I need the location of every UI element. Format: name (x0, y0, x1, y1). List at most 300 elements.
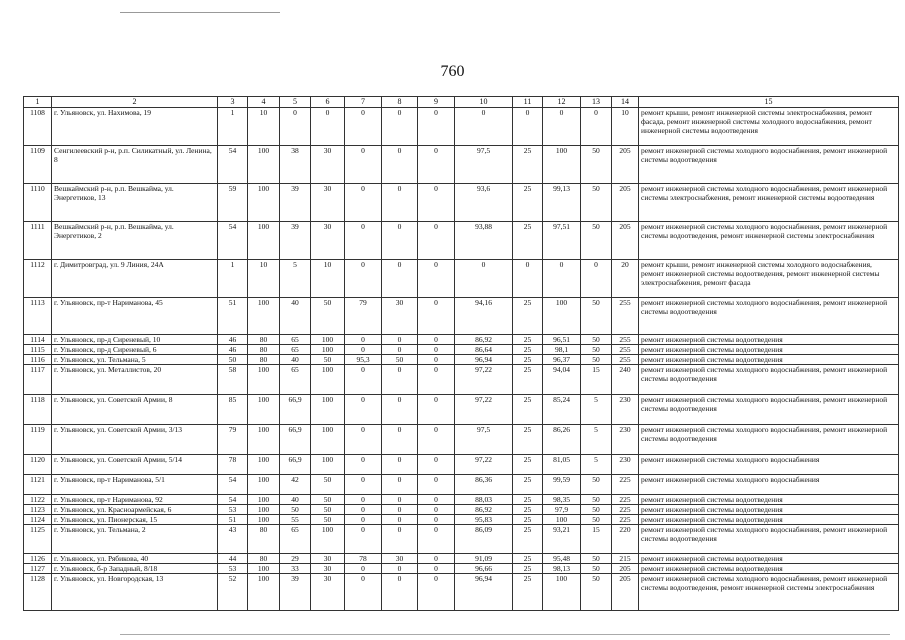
row-number: 1126 (24, 553, 52, 563)
col7-cell: 0 (345, 259, 382, 297)
row-number: 1118 (24, 394, 52, 424)
row-number: 1120 (24, 454, 52, 474)
col5-cell: 66,9 (280, 424, 311, 454)
col8-cell: 0 (382, 504, 418, 514)
table-row (24, 553, 899, 563)
col8-cell: 0 (382, 474, 418, 494)
col5-cell: 39 (280, 573, 311, 610)
work-types-cell: ремонт инженерной системы холодного водоснабжения, ремонт инженерной системы водоотведения (639, 524, 899, 553)
col4-cell: 80 (248, 524, 280, 553)
col9-cell: 0 (418, 259, 455, 297)
col12-cell: 97,9 (543, 504, 581, 514)
column-header-3: 3 (218, 97, 248, 108)
work-types-cell: ремонт инженерной системы водоотведения (639, 344, 899, 354)
col10-cell: 93,88 (455, 221, 513, 259)
row-number: 1127 (24, 563, 52, 573)
col5-cell: 42 (280, 474, 311, 494)
col5-cell: 50 (280, 504, 311, 514)
col6-cell: 30 (311, 573, 345, 610)
col10-cell: 96,94 (455, 354, 513, 364)
col4-cell: 100 (248, 424, 280, 454)
work-types-cell: ремонт инженерной системы холодного водоснабжения, ремонт инженерной системы водоотведения (639, 297, 899, 334)
col13-cell: 50 (581, 183, 612, 221)
row-number: 1108 (24, 107, 52, 145)
col10-cell: 0 (455, 107, 513, 145)
col3-cell: 59 (218, 183, 248, 221)
col4-cell: 100 (248, 145, 280, 183)
col6-cell: 100 (311, 424, 345, 454)
table-header-row (24, 97, 899, 108)
col7-cell: 0 (345, 344, 382, 354)
total-score-cell: 255 (612, 297, 639, 334)
table-row (24, 354, 899, 364)
col12-cell: 96,51 (543, 334, 581, 344)
col3-cell: 1 (218, 107, 248, 145)
col12-cell: 81,05 (543, 454, 581, 474)
address-cell: г. Ульяновск, пр-т Нариманова, 45 (52, 297, 218, 334)
address-cell: г. Ульяновск, ул. Пионерская, 15 (52, 514, 218, 524)
column-header-12: 12 (543, 97, 581, 108)
col9-cell: 0 (418, 514, 455, 524)
column-header-15: 15 (639, 97, 899, 108)
table-row (24, 145, 899, 183)
col12-cell: 85,24 (543, 394, 581, 424)
col7-cell: 0 (345, 524, 382, 553)
col9-cell: 0 (418, 394, 455, 424)
work-types-cell: ремонт инженерной системы холодного водоснабжения, ремонт инженерной системы водоотведения, ремонт инженерной системы электроснабжения (639, 221, 899, 259)
col8-cell: 30 (382, 297, 418, 334)
work-types-cell: ремонт инженерной системы холодного водоснабжения, ремонт инженерной системы водоотведения (639, 364, 899, 394)
col5-cell: 39 (280, 183, 311, 221)
col5-cell: 55 (280, 514, 311, 524)
col4-cell: 100 (248, 474, 280, 494)
total-score-cell: 225 (612, 474, 639, 494)
row-number: 1124 (24, 514, 52, 524)
column-header-11: 11 (513, 97, 543, 108)
column-header-13: 13 (581, 97, 612, 108)
column-header-5: 5 (280, 97, 311, 108)
column-header-10: 10 (455, 97, 513, 108)
work-types-cell: ремонт инженерной системы холодного водоснабжения, ремонт инженерной системы электроснабжения, ремонт инженерной системы водоотведения (639, 183, 899, 221)
col10-cell: 96,94 (455, 573, 513, 610)
col8-cell: 0 (382, 514, 418, 524)
col11-cell: 25 (513, 344, 543, 354)
work-types-cell: ремонт инженерной системы водоотведения (639, 354, 899, 364)
col13-cell: 50 (581, 563, 612, 573)
table-row (24, 454, 899, 474)
table-row (24, 514, 899, 524)
col5-cell: 40 (280, 297, 311, 334)
col4-cell: 100 (248, 364, 280, 394)
col4-cell: 100 (248, 221, 280, 259)
col6-cell: 50 (311, 504, 345, 514)
col8-cell: 0 (382, 394, 418, 424)
col6-cell: 50 (311, 297, 345, 334)
row-number: 1111 (24, 221, 52, 259)
col12-cell: 98,1 (543, 344, 581, 354)
col3-cell: 46 (218, 334, 248, 344)
col8-cell: 0 (382, 221, 418, 259)
col3-cell: 50 (218, 354, 248, 364)
work-types-cell: ремонт инженерной системы водоотведения (639, 494, 899, 504)
col4-cell: 80 (248, 344, 280, 354)
col13-cell: 0 (581, 107, 612, 145)
total-score-cell: 205 (612, 221, 639, 259)
col12-cell: 96,37 (543, 354, 581, 364)
col9-cell: 0 (418, 494, 455, 504)
column-header-1: 1 (24, 97, 52, 108)
col6-cell: 50 (311, 354, 345, 364)
column-header-14: 14 (612, 97, 639, 108)
col13-cell: 50 (581, 573, 612, 610)
col3-cell: 1 (218, 259, 248, 297)
col12-cell: 98,13 (543, 563, 581, 573)
col11-cell: 25 (513, 221, 543, 259)
row-number: 1114 (24, 334, 52, 344)
address-cell: г. Ульяновск, ул. Советской Армии, 8 (52, 394, 218, 424)
col13-cell: 50 (581, 344, 612, 354)
col8-cell: 0 (382, 563, 418, 573)
col5-cell: 33 (280, 563, 311, 573)
col13-cell: 50 (581, 514, 612, 524)
work-types-cell: ремонт инженерной системы водоотведения (639, 504, 899, 514)
table-row (24, 394, 899, 424)
row-number: 1113 (24, 297, 52, 334)
address-cell: г. Ульяновск, ул. Новгородская, 13 (52, 573, 218, 610)
col9-cell: 0 (418, 573, 455, 610)
table-row (24, 297, 899, 334)
col13-cell: 50 (581, 504, 612, 514)
address-cell: Вешкаймский р-н, р.п. Вешкайма, ул. Энергетиков, 2 (52, 221, 218, 259)
col7-cell: 0 (345, 145, 382, 183)
col13-cell: 15 (581, 524, 612, 553)
col11-cell: 25 (513, 145, 543, 183)
col13-cell: 5 (581, 424, 612, 454)
col9-cell: 0 (418, 344, 455, 354)
column-header-9: 9 (418, 97, 455, 108)
work-types-cell: ремонт инженерной системы холодного водоснабжения, ремонт инженерной системы водоотведения (639, 394, 899, 424)
row-number: 1123 (24, 504, 52, 514)
col6-cell: 30 (311, 553, 345, 563)
work-types-cell: ремонт инженерной системы холодного водоснабжения (639, 454, 899, 474)
col7-cell: 0 (345, 183, 382, 221)
table-row (24, 259, 899, 297)
address-cell: г. Ульяновск, пр-д Сиреневый, 6 (52, 344, 218, 354)
table-row (24, 573, 899, 610)
col3-cell: 54 (218, 474, 248, 494)
col13-cell: 50 (581, 474, 612, 494)
table-row (24, 424, 899, 454)
col11-cell: 25 (513, 394, 543, 424)
address-cell: г. Ульяновск, ул. Красноармейская, 6 (52, 504, 218, 514)
total-score-cell: 230 (612, 454, 639, 474)
col10-cell: 97,22 (455, 394, 513, 424)
table-row (24, 524, 899, 553)
row-number: 1109 (24, 145, 52, 183)
col4-cell: 100 (248, 504, 280, 514)
col12-cell: 0 (543, 259, 581, 297)
total-score-cell: 225 (612, 504, 639, 514)
col8-cell: 0 (382, 344, 418, 354)
col10-cell: 86,92 (455, 334, 513, 344)
col9-cell: 0 (418, 553, 455, 563)
col11-cell: 25 (513, 573, 543, 610)
col6-cell: 30 (311, 563, 345, 573)
col10-cell: 86,64 (455, 344, 513, 354)
col11-cell: 25 (513, 474, 543, 494)
col6-cell: 100 (311, 364, 345, 394)
col12-cell: 99,59 (543, 474, 581, 494)
col10-cell: 94,16 (455, 297, 513, 334)
col3-cell: 43 (218, 524, 248, 553)
column-header-4: 4 (248, 97, 280, 108)
col4-cell: 80 (248, 553, 280, 563)
total-score-cell: 220 (612, 524, 639, 553)
col8-cell: 0 (382, 145, 418, 183)
col8-cell: 0 (382, 183, 418, 221)
col12-cell: 94,04 (543, 364, 581, 394)
table-row (24, 183, 899, 221)
row-number: 1122 (24, 494, 52, 504)
address-cell: г. Ульяновск, б-р Западный, 8/18 (52, 563, 218, 573)
address-cell: г. Ульяновск, пр-т Нариманова, 5/1 (52, 474, 218, 494)
col7-cell: 0 (345, 474, 382, 494)
col10-cell: 93,6 (455, 183, 513, 221)
bottom-rule (120, 634, 890, 635)
work-types-cell: ремонт крыши, ремонт инженерной системы холодного водоснабжения, ремонт инженерной системы водоотведения, ремонт инженерной системы электроснабжения, ремонт фасада (639, 259, 899, 297)
total-score-cell: 205 (612, 563, 639, 573)
work-types-cell: ремонт крыши, ремонт инженерной системы электроснабжения, ремонт фасада, ремонт инженерной системы холодного водоснабжения, ремонт инженерной системы водоотведения (639, 107, 899, 145)
col12-cell: 93,21 (543, 524, 581, 553)
col6-cell: 100 (311, 394, 345, 424)
address-cell: г. Ульяновск, ул. Советской Армии, 5/14 (52, 454, 218, 474)
col11-cell: 25 (513, 334, 543, 344)
col11-cell: 25 (513, 354, 543, 364)
table-row (24, 344, 899, 354)
col3-cell: 85 (218, 394, 248, 424)
col5-cell: 38 (280, 145, 311, 183)
col5-cell: 40 (280, 494, 311, 504)
total-score-cell: 205 (612, 145, 639, 183)
col10-cell: 91,09 (455, 553, 513, 563)
col3-cell: 78 (218, 454, 248, 474)
col8-cell: 0 (382, 573, 418, 610)
col5-cell: 66,9 (280, 394, 311, 424)
col5-cell: 65 (280, 364, 311, 394)
row-number: 1119 (24, 424, 52, 454)
column-header-7: 7 (345, 97, 382, 108)
col5-cell: 40 (280, 354, 311, 364)
col3-cell: 53 (218, 504, 248, 514)
col6-cell: 30 (311, 183, 345, 221)
col6-cell: 30 (311, 145, 345, 183)
col10-cell: 97,22 (455, 364, 513, 394)
row-number: 1128 (24, 573, 52, 610)
row-number: 1117 (24, 364, 52, 394)
row-number: 1110 (24, 183, 52, 221)
column-header-2: 2 (52, 97, 218, 108)
total-score-cell: 230 (612, 424, 639, 454)
col5-cell: 29 (280, 553, 311, 563)
address-cell: г. Ульяновск, ул. Тельмана, 2 (52, 524, 218, 553)
table-row (24, 221, 899, 259)
col7-cell: 0 (345, 424, 382, 454)
col6-cell: 30 (311, 221, 345, 259)
col10-cell: 86,92 (455, 504, 513, 514)
col12-cell: 99,13 (543, 183, 581, 221)
col3-cell: 52 (218, 573, 248, 610)
col4-cell: 100 (248, 573, 280, 610)
col3-cell: 44 (218, 553, 248, 563)
row-number: 1112 (24, 259, 52, 297)
col4-cell: 10 (248, 107, 280, 145)
col7-cell: 79 (345, 297, 382, 334)
col13-cell: 5 (581, 394, 612, 424)
table-row (24, 504, 899, 514)
column-header-6: 6 (311, 97, 345, 108)
col3-cell: 54 (218, 221, 248, 259)
row-number: 1125 (24, 524, 52, 553)
col9-cell: 0 (418, 454, 455, 474)
col12-cell: 97,51 (543, 221, 581, 259)
col12-cell: 98,35 (543, 494, 581, 504)
total-score-cell: 255 (612, 344, 639, 354)
address-cell: г. Ульяновск, ул. Рябикова, 40 (52, 553, 218, 563)
col13-cell: 50 (581, 221, 612, 259)
col12-cell: 100 (543, 573, 581, 610)
col10-cell: 86,36 (455, 474, 513, 494)
total-score-cell: 225 (612, 514, 639, 524)
work-types-cell: ремонт инженерной системы водоотведения (639, 334, 899, 344)
col13-cell: 50 (581, 354, 612, 364)
col9-cell: 0 (418, 504, 455, 514)
col3-cell: 51 (218, 297, 248, 334)
work-types-cell: ремонт инженерной системы водоотведения (639, 514, 899, 524)
col6-cell: 50 (311, 474, 345, 494)
col8-cell: 0 (382, 364, 418, 394)
col8-cell: 0 (382, 107, 418, 145)
work-types-cell: ремонт инженерной системы водоотведения (639, 553, 899, 563)
col10-cell: 96,66 (455, 563, 513, 573)
col8-cell: 0 (382, 494, 418, 504)
table-row (24, 107, 899, 145)
address-cell: г. Ульяновск, ул. Нахимова, 19 (52, 107, 218, 145)
total-score-cell: 230 (612, 394, 639, 424)
register-table (23, 96, 899, 611)
col5-cell: 39 (280, 221, 311, 259)
col7-cell: 0 (345, 563, 382, 573)
col5-cell: 5 (280, 259, 311, 297)
col6-cell: 50 (311, 514, 345, 524)
col7-cell: 0 (345, 334, 382, 344)
col6-cell: 100 (311, 344, 345, 354)
address-cell: г. Ульяновск, пр-т Нариманова, 92 (52, 494, 218, 504)
col10-cell: 97,22 (455, 454, 513, 474)
col3-cell: 58 (218, 364, 248, 394)
address-cell: г. Димитровград, ул. 9 Линия, 24А (52, 259, 218, 297)
col4-cell: 100 (248, 563, 280, 573)
col5-cell: 65 (280, 524, 311, 553)
col8-cell: 0 (382, 454, 418, 474)
col3-cell: 79 (218, 424, 248, 454)
work-types-cell: ремонт инженерной системы холодного водоснабжения, ремонт инженерной системы водоотведения (639, 424, 899, 454)
col12-cell: 100 (543, 145, 581, 183)
col9-cell: 0 (418, 145, 455, 183)
col12-cell: 100 (543, 514, 581, 524)
col12-cell: 95,48 (543, 553, 581, 563)
col13-cell: 50 (581, 334, 612, 344)
total-score-cell: 240 (612, 364, 639, 394)
col4-cell: 100 (248, 454, 280, 474)
col11-cell: 25 (513, 297, 543, 334)
col6-cell: 100 (311, 524, 345, 553)
col9-cell: 0 (418, 364, 455, 394)
col6-cell: 10 (311, 259, 345, 297)
col6-cell: 100 (311, 334, 345, 344)
col7-cell: 78 (345, 553, 382, 563)
col11-cell: 25 (513, 183, 543, 221)
col9-cell: 0 (418, 563, 455, 573)
col7-cell: 0 (345, 221, 382, 259)
col10-cell: 97,5 (455, 145, 513, 183)
table-row (24, 474, 899, 494)
col9-cell: 0 (418, 524, 455, 553)
col11-cell: 25 (513, 514, 543, 524)
col10-cell: 86,09 (455, 524, 513, 553)
col10-cell: 95,83 (455, 514, 513, 524)
address-cell: г. Ульяновск, ул. Тельмана, 5 (52, 354, 218, 364)
page-number: 760 (440, 63, 465, 80)
col12-cell: 86,26 (543, 424, 581, 454)
col13-cell: 50 (581, 145, 612, 183)
col3-cell: 54 (218, 145, 248, 183)
work-types-cell: ремонт инженерной системы холодного водоснабжения, ремонт инженерной системы водоотведения, ремонт инженерной системы электроснабжения (639, 573, 899, 610)
col11-cell: 0 (513, 259, 543, 297)
col11-cell: 25 (513, 504, 543, 514)
address-cell: г. Ульяновск, пр-д Сиреневый, 10 (52, 334, 218, 344)
col7-cell: 0 (345, 394, 382, 424)
col11-cell: 25 (513, 424, 543, 454)
col11-cell: 25 (513, 524, 543, 553)
total-score-cell: 225 (612, 494, 639, 504)
total-score-cell: 255 (612, 354, 639, 364)
col7-cell: 95,3 (345, 354, 382, 364)
col13-cell: 0 (581, 259, 612, 297)
col8-cell: 0 (382, 524, 418, 553)
work-types-cell: ремонт инженерной системы водоотведения (639, 563, 899, 573)
col11-cell: 25 (513, 563, 543, 573)
col7-cell: 0 (345, 107, 382, 145)
col7-cell: 0 (345, 364, 382, 394)
col9-cell: 0 (418, 297, 455, 334)
column-header-8: 8 (382, 97, 418, 108)
col4-cell: 100 (248, 183, 280, 221)
col11-cell: 25 (513, 454, 543, 474)
col8-cell: 0 (382, 334, 418, 344)
total-score-cell: 205 (612, 573, 639, 610)
col7-cell: 0 (345, 454, 382, 474)
col9-cell: 0 (418, 424, 455, 454)
table-row (24, 563, 899, 573)
col12-cell: 0 (543, 107, 581, 145)
col11-cell: 25 (513, 553, 543, 563)
col10-cell: 97,5 (455, 424, 513, 454)
col9-cell: 0 (418, 354, 455, 364)
col5-cell: 66,9 (280, 454, 311, 474)
total-score-cell: 10 (612, 107, 639, 145)
col5-cell: 65 (280, 344, 311, 354)
col9-cell: 0 (418, 107, 455, 145)
